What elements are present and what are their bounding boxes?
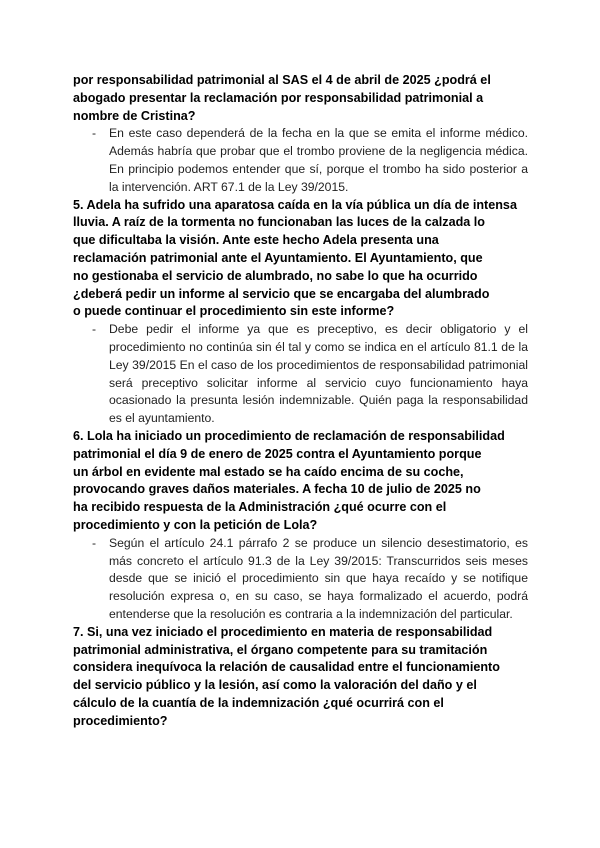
question-line: procedimiento? — [73, 713, 168, 728]
question-line: o puede continuar el procedimiento sin este informe? — [73, 304, 395, 319]
question-line: del servicio público y la lesión, así como la valoración del daño y el — [73, 678, 477, 693]
answer-6 — [92, 535, 528, 624]
answer-5 — [92, 321, 528, 428]
bullet-dash: - — [92, 126, 97, 141]
question-line: 5. Adela ha sufrido una aparatosa caída en la vía pública un día de intensa — [73, 197, 517, 212]
question-7 — [73, 624, 528, 731]
question-line: provocando graves daños materiales. A fecha 10 de julio de 2025 no — [73, 482, 481, 497]
bullet-dash: - — [92, 322, 97, 337]
question-line: no gestionaba el servicio de alumbrado, no sabe lo que ha ocurrido — [73, 268, 478, 283]
question-line: patrimonial administrativa, el órgano competente para su tramitación — [73, 642, 488, 657]
question-line: ha recibido respuesta de la Administración ¿qué ocurre con el — [73, 500, 447, 515]
answer-text: Según el artículo 24.1 párrafo 2 se produce un silencio desestimatorio, es más concreto el artículo 91.3 de la Ley 39/2015: Transcurridos seis meses desde que se inició el procedimiento sin que haya recaído y se notifique resolución expresa o, en su caso, se haya formalizado el acuerdo, podrá entenderse que la resolución es contraria a la indemnización del particular. — [109, 535, 528, 621]
question-line: lluvia. A raíz de la tormenta no funcionaban las luces de la calzada lo — [73, 215, 485, 230]
question-line: por responsabilidad patrimonial al SAS el 4 de abril de 2025 ¿podrá el — [73, 73, 491, 87]
answer-4 — [92, 125, 528, 196]
question-line: 6. Lola ha iniciado un procedimiento de reclamación de responsabilidad — [73, 428, 505, 443]
question-line: procedimiento y con la petición de Lola? — [73, 517, 318, 532]
question-line: patrimonial el día 9 de enero de 2025 contra el Ayuntamiento porque — [73, 446, 482, 461]
question-line: un árbol en evidente mal estado se ha caído encima de su coche, — [73, 464, 464, 479]
question-line: abogado presentar la reclamación por responsabilidad patrimonial a — [73, 90, 484, 105]
document-body — [73, 72, 528, 730]
question-6 — [73, 428, 528, 535]
question-line: reclamación patrimonial ante el Ayuntamiento. El Ayuntamiento, que — [73, 250, 483, 265]
question-line: cálculo de la cuantía de la indemnización ¿qué ocurrirá con el — [73, 695, 444, 710]
answer-text: Debe pedir el informe ya que es preceptivo, es decir obligatorio y el procedimiento no continúa sin él tal y como se indica en el artículo 81.1 de la Ley 39/2015 En el caso de los procedimientos de responsabilidad patrimonial será preceptivo solicitar informe al servicio cuyo funcionamiento haya ocasionado la presunta lesión indemnizable. Quién paga la responsabilidad es el ayuntamiento. — [109, 322, 528, 426]
question-line: 7. Si, una vez iniciado el procedimiento en materia de responsabilidad — [73, 624, 493, 639]
question-continuation — [73, 72, 528, 125]
question-line: considera inequívoca la relación de causalidad entre el funcionamiento — [73, 660, 500, 675]
bullet-dash: - — [92, 535, 97, 550]
question-line: nombre de Cristina? — [73, 108, 196, 123]
answer-text: En este caso dependerá de la fecha en la que se emita el informe médico. Además habría que probar que el trombo proviene de la negligencia médica. En principio podemos entender que sí, porque el trombo ha sido posterior a la intervención. ART 67.1 de la Ley 39/2015. — [109, 126, 528, 194]
question-line: que dificultaba la visión. Ante este hecho Adela presenta una — [73, 233, 439, 248]
question-5 — [73, 197, 528, 322]
question-line: ¿deberá pedir un informe al servicio que se encargaba del alumbrado — [73, 286, 490, 301]
